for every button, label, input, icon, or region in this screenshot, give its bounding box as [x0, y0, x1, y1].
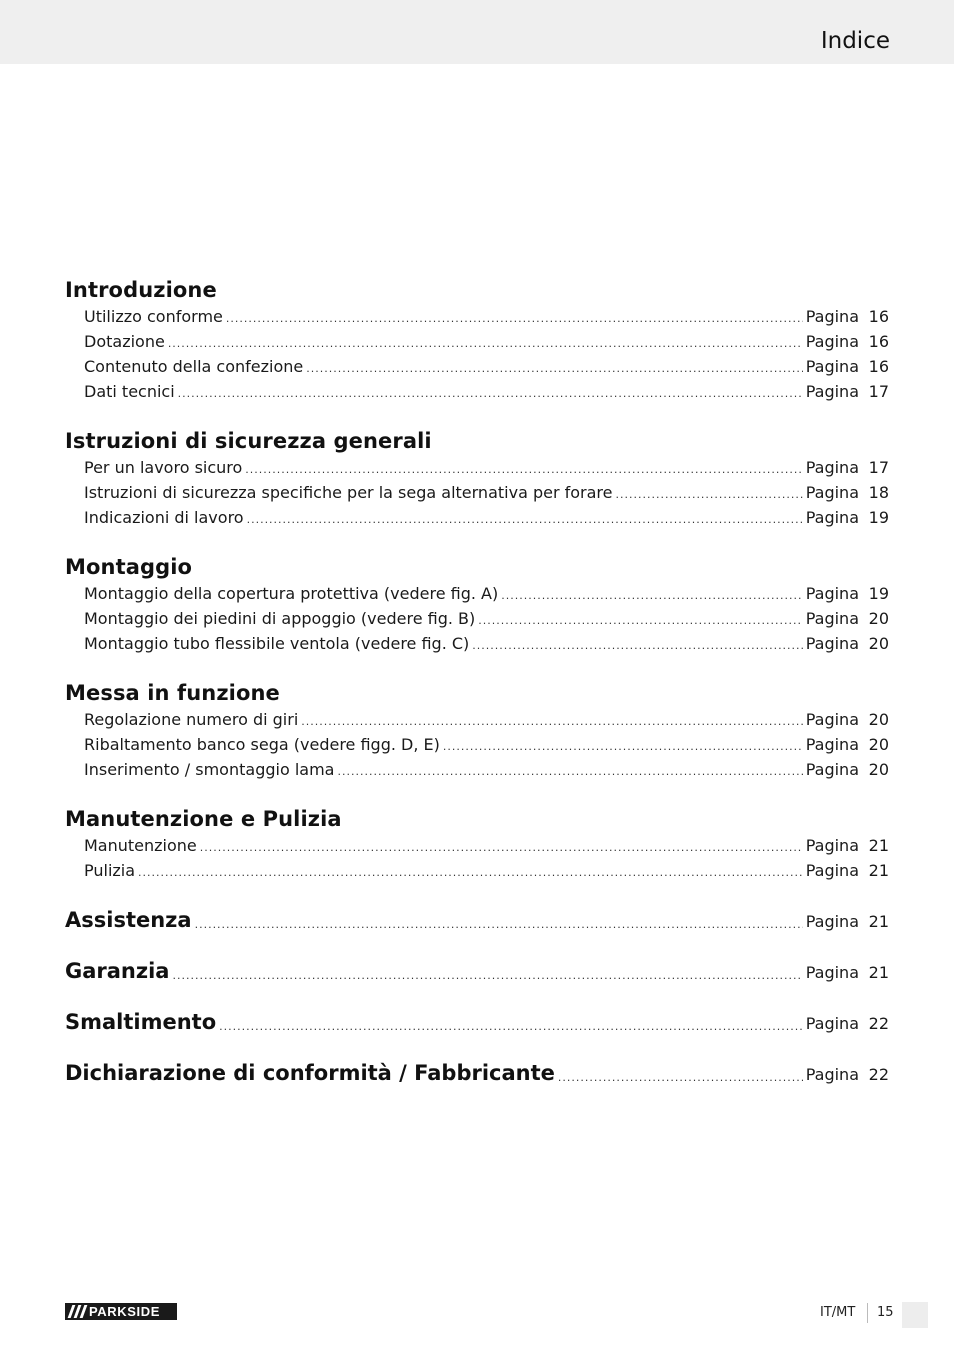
section-title: Assistenza — [65, 908, 192, 932]
dot-leader — [178, 381, 803, 406]
section-title: Dichiarazione di conformità / Fabbricante — [65, 1061, 555, 1085]
page-word: Pagina — [805, 508, 859, 527]
toc-section — [65, 906, 889, 934]
toc-section — [65, 805, 889, 883]
toc-section — [65, 276, 889, 404]
toc-entry[interactable] — [65, 480, 889, 505]
page-word: Pagina — [805, 307, 859, 326]
page-number: 21 — [868, 912, 889, 931]
toc-section-entry[interactable] — [65, 1008, 889, 1036]
entry-label: Regolazione numero di giri — [84, 710, 299, 729]
entry-label: Indicazioni di lavoro — [84, 508, 244, 527]
page-number: 18 — [868, 483, 889, 502]
dot-leader — [472, 633, 802, 658]
dot-leader — [226, 306, 803, 331]
logo-stripes-icon — [65, 1305, 89, 1318]
page-word: Pagina — [805, 634, 859, 653]
entry-label: Dati tecnici — [84, 382, 175, 401]
footer-tab-marker — [902, 1302, 928, 1328]
page-word: Pagina — [805, 332, 859, 351]
toc-entry[interactable] — [65, 858, 889, 883]
page-number: 21 — [868, 861, 889, 880]
section-title: Smaltimento — [65, 1010, 217, 1034]
page-word: Pagina — [805, 1014, 859, 1033]
toc-entry[interactable] — [65, 379, 889, 404]
dot-leader — [138, 860, 803, 885]
section-title: Messa in funzione — [65, 681, 280, 705]
dot-leader — [245, 457, 802, 482]
toc-entry[interactable] — [65, 606, 889, 631]
page-title: Indice — [820, 28, 890, 54]
page-word: Pagina — [805, 861, 859, 880]
page-number: 20 — [868, 710, 889, 729]
toc-entry[interactable] — [65, 757, 889, 782]
page-number: 16 — [868, 357, 889, 376]
page-number: 20 — [868, 760, 889, 779]
page-number: 21 — [868, 963, 889, 982]
toc-entry[interactable] — [65, 631, 889, 656]
dot-leader — [219, 1018, 803, 1036]
entry-label: Ribaltamento banco sega (vedere figg. D, E) — [84, 735, 440, 754]
toc-entry[interactable] — [65, 329, 889, 354]
dot-leader — [301, 709, 802, 734]
entry-label: Montaggio tubo flessibile ventola (vedere fig. C) — [84, 634, 470, 653]
toc-section — [65, 553, 889, 656]
page-number: 19 — [868, 584, 889, 603]
page-number: 17 — [868, 458, 889, 477]
page-number: 16 — [868, 332, 889, 351]
brand-name: PARKSIDE — [89, 1304, 161, 1319]
page-word: Pagina — [805, 912, 859, 931]
toc-entry[interactable] — [65, 354, 889, 379]
dot-leader — [306, 356, 802, 381]
toc-entry[interactable] — [65, 707, 889, 732]
toc-entry[interactable] — [65, 732, 889, 757]
dot-leader — [247, 507, 803, 532]
dot-leader — [337, 759, 802, 784]
page-word: Pagina — [805, 1065, 859, 1084]
dot-leader — [168, 331, 803, 356]
page-word: Pagina — [805, 357, 859, 376]
page-word: Pagina — [805, 710, 859, 729]
page-number: 22 — [868, 1065, 889, 1084]
toc-section-entry[interactable] — [65, 1059, 889, 1087]
page-word: Pagina — [805, 760, 859, 779]
section-title: Introduzione — [65, 278, 217, 302]
footer-page-number: 15 — [877, 1305, 894, 1320]
entry-label: Pulizia — [84, 861, 136, 880]
header-bar — [0, 0, 954, 64]
toc-entry[interactable] — [65, 304, 889, 329]
entry-label: Istruzioni di sicurezza specifiche per la sega alternativa per forare — [84, 483, 613, 502]
dot-leader — [200, 835, 803, 860]
page-number: 17 — [868, 382, 889, 401]
toc-section — [65, 427, 889, 530]
section-title: Istruzioni di sicurezza generali — [65, 429, 432, 453]
toc-section — [65, 679, 889, 782]
table-of-contents — [65, 276, 889, 1087]
page-number: 20 — [868, 609, 889, 628]
page-number: 20 — [868, 735, 889, 754]
page-word: Pagina — [805, 458, 859, 477]
section-title: Manutenzione e Pulizia — [65, 807, 342, 831]
toc-entry[interactable] — [65, 833, 889, 858]
toc-section — [65, 1059, 889, 1087]
dot-leader — [195, 916, 803, 934]
dot-leader — [172, 967, 802, 985]
dot-leader — [616, 482, 803, 507]
section-title: Montaggio — [65, 555, 193, 579]
entry-label: Manutenzione — [84, 836, 197, 855]
page-number: 21 — [868, 836, 889, 855]
page-word: Pagina — [805, 382, 859, 401]
toc-entry[interactable] — [65, 505, 889, 530]
language-code: IT/MT — [820, 1305, 856, 1320]
page-word: Pagina — [805, 483, 859, 502]
entry-label: Inserimento / smontaggio lama — [84, 760, 335, 779]
toc-section-entry[interactable] — [65, 957, 889, 985]
entry-label: Utilizzo conforme — [84, 307, 223, 326]
entry-label: Contenuto della confezione — [84, 357, 304, 376]
toc-entry[interactable] — [65, 455, 889, 480]
page-number: 20 — [868, 634, 889, 653]
entry-label: Dotazione — [84, 332, 165, 351]
page-number: 22 — [868, 1014, 889, 1033]
entry-label: Montaggio dei piedini di appoggio (vedere fig. B) — [84, 609, 476, 628]
dot-leader — [501, 583, 803, 608]
toc-entry[interactable] — [65, 581, 889, 606]
page-word: Pagina — [805, 609, 859, 628]
page-word: Pagina — [805, 584, 859, 603]
page-number: 19 — [868, 508, 889, 527]
entry-label: Montaggio della copertura protettiva (vedere fig. A) — [84, 584, 499, 603]
dot-leader — [478, 608, 802, 633]
section-title: Garanzia — [65, 959, 170, 983]
page-number: 16 — [868, 307, 889, 326]
page-word: Pagina — [805, 836, 859, 855]
footer-divider — [867, 1303, 868, 1323]
parkside-logo — [65, 1303, 177, 1320]
dot-leader — [443, 734, 803, 759]
page-word: Pagina — [805, 963, 859, 982]
dot-leader — [558, 1069, 803, 1087]
entry-label: Per un lavoro sicuro — [84, 458, 243, 477]
toc-section — [65, 1008, 889, 1036]
toc-section — [65, 957, 889, 985]
toc-section-entry[interactable] — [65, 906, 889, 934]
page-word: Pagina — [805, 735, 859, 754]
